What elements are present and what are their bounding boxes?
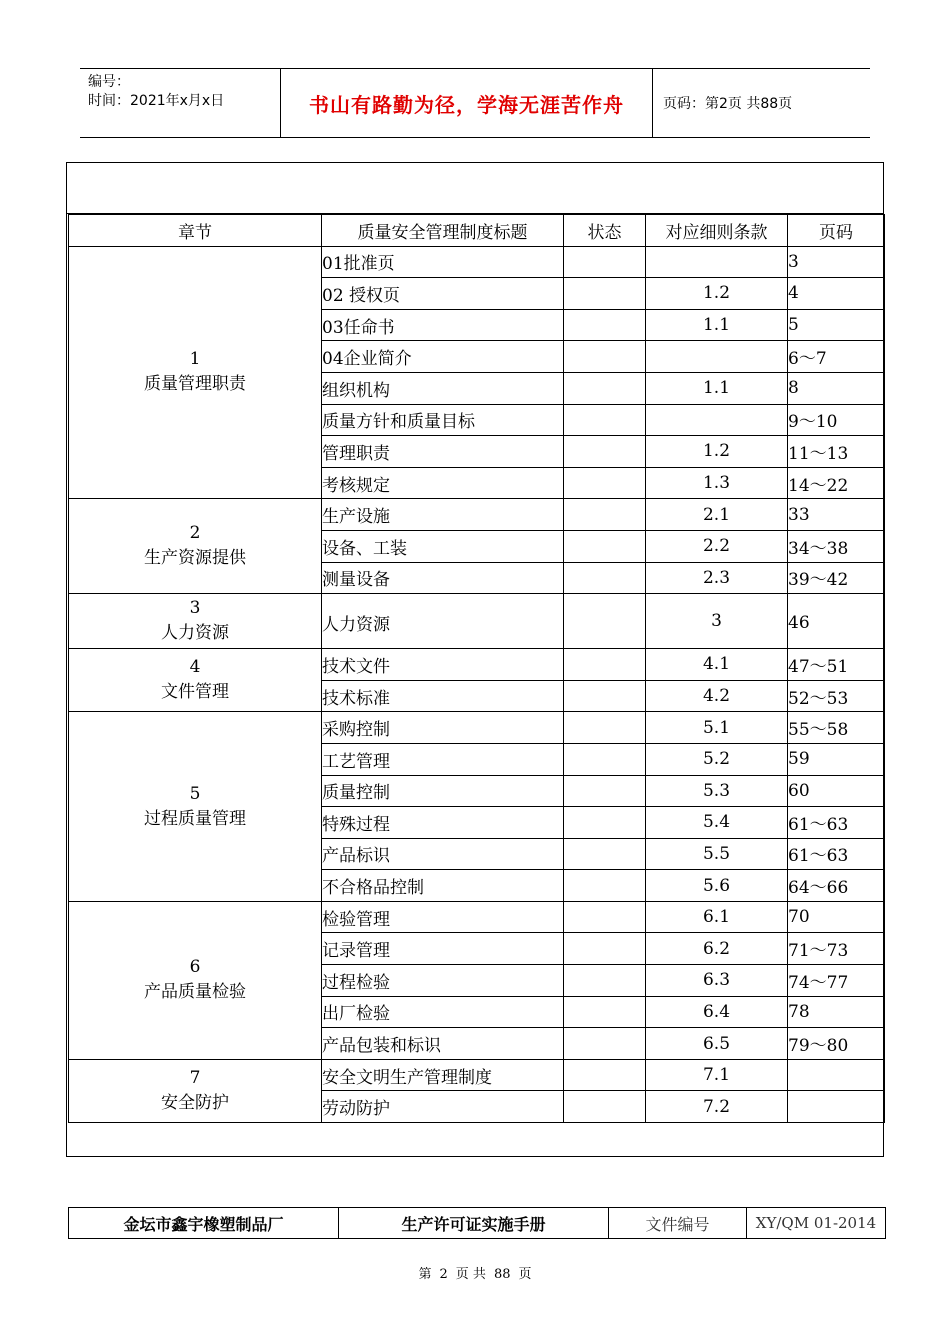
cell-title: 组织机构 — [322, 372, 564, 404]
col-header-clause: 对应细则条款 — [646, 215, 788, 247]
toc-frame — [66, 162, 884, 1157]
cell-page: 64～66 — [788, 870, 885, 902]
cell-clause: 1.2 — [646, 436, 788, 468]
cell-title: 产品包装和标识 — [322, 1028, 564, 1060]
page-number-mid: 页 共 — [455, 1267, 486, 1282]
cell-clause: 6.5 — [646, 1028, 788, 1060]
col-header-title: 质量安全管理制度标题 — [322, 215, 564, 247]
cell-page: 79～80 — [788, 1028, 885, 1060]
cell-title: 质量方针和质量目标 — [322, 404, 564, 436]
cell-title: 工艺管理 — [322, 743, 564, 775]
header-time-label: 时间：2021年x月x日 — [88, 93, 225, 109]
cell-clause: 7.1 — [646, 1059, 788, 1091]
cell-status — [564, 499, 646, 531]
cell-page: 3 — [788, 246, 885, 278]
page-number — [0, 1263, 950, 1282]
header-motto: 书山有路勤为径，学海无涯苦作舟 — [281, 69, 653, 137]
cell-page: 33 — [788, 499, 885, 531]
cell-title: 记录管理 — [322, 933, 564, 965]
cell-page: 55～58 — [788, 712, 885, 744]
chapter-cell — [69, 1059, 322, 1122]
cell-clause: 1.1 — [646, 372, 788, 404]
cell-status — [564, 404, 646, 436]
cell-title: 测量设备 — [322, 562, 564, 594]
footer-doc-no-label: 文件编号 — [609, 1208, 747, 1238]
cell-clause — [646, 341, 788, 373]
footer-company: 金坛市鑫宇橡塑制品厂 — [69, 1208, 339, 1238]
cell-page: 60 — [788, 775, 885, 807]
cell-clause: 1.3 — [646, 467, 788, 499]
cell-clause: 5.2 — [646, 743, 788, 775]
cell-page: 74～77 — [788, 965, 885, 997]
table-row — [69, 649, 885, 681]
cell-title: 技术标准 — [322, 680, 564, 712]
chapter-number: 5 — [189, 783, 201, 804]
page-header — [80, 68, 870, 138]
cell-page: 78 — [788, 996, 885, 1028]
toc-body — [69, 246, 885, 1122]
cell-title: 考核规定 — [322, 467, 564, 499]
cell-page: 8 — [788, 372, 885, 404]
cell-status — [564, 1091, 646, 1123]
chapter-cell — [69, 712, 322, 902]
cell-page: 34～38 — [788, 530, 885, 562]
cell-clause: 5.3 — [646, 775, 788, 807]
table-row — [69, 712, 885, 744]
cell-status — [564, 901, 646, 933]
chapter-cell — [69, 246, 322, 499]
cell-clause: 5.4 — [646, 807, 788, 839]
cell-title: 02 授权页 — [322, 278, 564, 310]
chapter-number: 2 — [189, 523, 201, 544]
cell-status — [564, 1059, 646, 1091]
cell-title: 04企业简介 — [322, 341, 564, 373]
cell-clause: 5.5 — [646, 838, 788, 870]
cell-page: 59 — [788, 743, 885, 775]
cell-page: 39～42 — [788, 562, 885, 594]
cell-status — [564, 933, 646, 965]
chapter-cell — [69, 594, 322, 649]
cell-page: 71～73 — [788, 933, 885, 965]
cell-title: 过程检验 — [322, 965, 564, 997]
chapter-name: 质量管理职责 — [144, 374, 246, 395]
cell-status — [564, 594, 646, 649]
cell-clause: 2.1 — [646, 499, 788, 531]
chapter-cell — [69, 901, 322, 1059]
cell-status — [564, 775, 646, 807]
col-header-status: 状态 — [564, 215, 646, 247]
footer-doc-no: XY/QM 01-2014 — [755, 1214, 877, 1232]
toc-top-blank — [67, 163, 883, 214]
header-meta — [80, 69, 281, 137]
cell-clause — [646, 246, 788, 278]
cell-title: 技术文件 — [322, 649, 564, 681]
chapter-number: 3 — [189, 598, 201, 619]
cell-title: 03任命书 — [322, 309, 564, 341]
cell-clause: 2.2 — [646, 530, 788, 562]
cell-status — [564, 870, 646, 902]
cell-page — [788, 1091, 885, 1123]
header-number-label: 编号： — [88, 74, 130, 90]
chapter-name: 产品质量检验 — [144, 982, 246, 1003]
chapter-name: 生产资源提供 — [144, 548, 246, 569]
cell-status — [564, 530, 646, 562]
cell-status — [564, 467, 646, 499]
chapter-name: 安全防护 — [161, 1092, 229, 1113]
cell-title: 不合格品控制 — [322, 870, 564, 902]
cell-title: 设备、工装 — [322, 530, 564, 562]
cell-title: 检验管理 — [322, 901, 564, 933]
page-number-prefix: 第 — [418, 1267, 432, 1282]
chapter-number: 1 — [189, 349, 201, 370]
cell-page: 9～10 — [788, 404, 885, 436]
cell-title: 安全文明生产管理制度 — [322, 1059, 564, 1091]
cell-page: 61～63 — [788, 838, 885, 870]
cell-title: 管理职责 — [322, 436, 564, 468]
cell-status — [564, 372, 646, 404]
cell-status — [564, 278, 646, 310]
cell-page — [788, 1059, 885, 1091]
page-number-suffix: 页 — [518, 1267, 532, 1282]
cell-status — [564, 712, 646, 744]
footer-manual-title: 生产许可证实施手册 — [339, 1208, 609, 1238]
cell-clause: 6.1 — [646, 901, 788, 933]
cell-page: 6～7 — [788, 341, 885, 373]
cell-status — [564, 562, 646, 594]
cell-title: 质量控制 — [322, 775, 564, 807]
cell-status — [564, 436, 646, 468]
cell-status — [564, 341, 646, 373]
page-number-current: 2 — [439, 1267, 448, 1282]
page-number-total: 88 — [493, 1267, 511, 1282]
chapter-cell — [69, 499, 322, 594]
table-row — [69, 246, 885, 278]
table-row — [69, 1059, 885, 1091]
toc-header-row — [69, 215, 885, 247]
cell-title: 采购控制 — [322, 712, 564, 744]
cell-title: 产品标识 — [322, 838, 564, 870]
cell-clause: 1.1 — [646, 309, 788, 341]
chapter-cell — [69, 649, 322, 712]
cell-page: 46 — [788, 594, 885, 649]
cell-title: 出厂检验 — [322, 996, 564, 1028]
cell-title: 人力资源 — [322, 594, 564, 649]
cell-clause: 7.2 — [646, 1091, 788, 1123]
cell-title: 特殊过程 — [322, 807, 564, 839]
cell-page: 47～51 — [788, 649, 885, 681]
cell-title: 01批准页 — [322, 246, 564, 278]
cell-status — [564, 838, 646, 870]
chapter-name: 过程质量管理 — [144, 808, 246, 829]
page-footer-table — [68, 1207, 886, 1239]
cell-status — [564, 965, 646, 997]
cell-status — [564, 996, 646, 1028]
cell-clause: 6.4 — [646, 996, 788, 1028]
chapter-name: 人力资源 — [161, 623, 229, 644]
chapter-number: 4 — [189, 657, 201, 678]
col-header-chapter: 章节 — [69, 215, 322, 247]
cell-clause: 4.2 — [646, 680, 788, 712]
cell-status — [564, 649, 646, 681]
table-row — [69, 594, 885, 649]
cell-clause: 5.6 — [646, 870, 788, 902]
cell-clause: 3 — [646, 594, 788, 649]
cell-clause: 2.3 — [646, 562, 788, 594]
cell-clause: 6.3 — [646, 965, 788, 997]
cell-clause: 5.1 — [646, 712, 788, 744]
cell-page: 61～63 — [788, 807, 885, 839]
cell-page: 4 — [788, 278, 885, 310]
col-header-page: 页码 — [788, 215, 885, 247]
cell-page: 14～22 — [788, 467, 885, 499]
cell-status — [564, 807, 646, 839]
cell-title: 生产设施 — [322, 499, 564, 531]
cell-page: 11～13 — [788, 436, 885, 468]
cell-page: 70 — [788, 901, 885, 933]
table-row — [69, 499, 885, 531]
cell-status — [564, 680, 646, 712]
header-page-info: 页码：第2页 共88页 — [663, 96, 793, 112]
cell-page: 5 — [788, 309, 885, 341]
cell-status — [564, 1028, 646, 1060]
cell-clause: 6.2 — [646, 933, 788, 965]
cell-status — [564, 309, 646, 341]
cell-clause: 4.1 — [646, 649, 788, 681]
chapter-name: 文件管理 — [161, 682, 229, 703]
toc-table — [68, 214, 885, 1123]
chapter-number: 6 — [189, 957, 201, 978]
cell-status — [564, 246, 646, 278]
cell-page: 52～53 — [788, 680, 885, 712]
cell-title: 劳动防护 — [322, 1091, 564, 1123]
chapter-number: 7 — [189, 1067, 201, 1088]
cell-clause — [646, 404, 788, 436]
cell-status — [564, 743, 646, 775]
table-row — [69, 901, 885, 933]
cell-clause: 1.2 — [646, 278, 788, 310]
